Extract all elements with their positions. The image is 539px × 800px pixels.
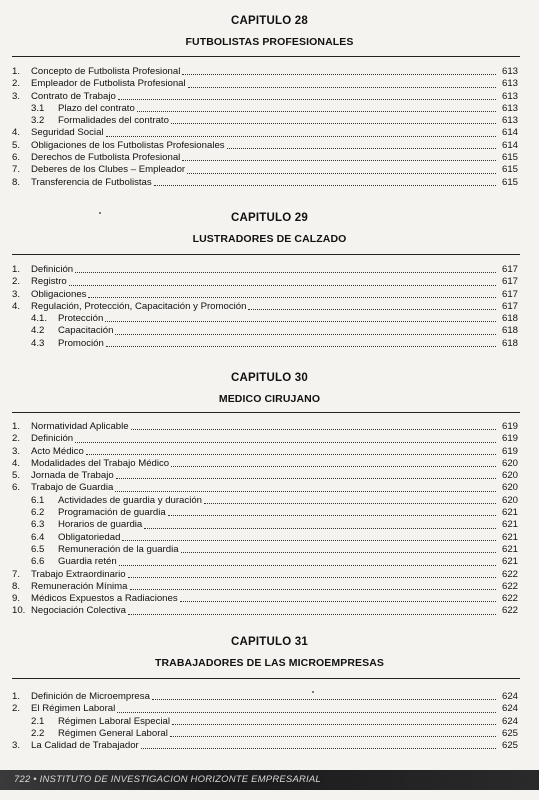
toc-entry [12,421,518,433]
chapter-31 [0,635,539,670]
dot-leader [188,79,496,88]
chapter-30 [0,371,539,406]
footer-band [0,770,539,790]
entry-page-number: 621 [501,519,518,531]
entry-number: 2.2 [31,727,45,739]
chapter-29-toc [12,264,518,350]
entry-page-number: 621 [501,543,518,555]
chapter-number: CAPITULO 28 [231,15,308,27]
toc-entry [12,581,518,593]
dot-leader [180,593,496,602]
entry-page-number: 620 [501,482,518,494]
entry-page-number: 613 [501,102,518,114]
entry-number: 8. [12,580,21,592]
entry-title: Trabajo Extraordinario [31,568,126,580]
chapter-29-rule [12,254,520,255]
entry-page-number: 619 [501,433,518,445]
entry-number: 4.1. [31,313,48,325]
dot-leader [118,91,496,100]
entry-title: Normatividad Aplicable [31,421,129,432]
entry-number: 2.1 [31,715,45,727]
entry-page-number: 621 [501,531,518,543]
entry-number: 6.1 [31,494,45,506]
dot-leader [227,140,496,149]
entry-title: El Régimen Laboral [31,703,116,715]
toc-subentry [12,313,518,325]
toc-entry [12,446,518,458]
entry-number: 3. [12,740,21,752]
entry-title: Remuneración Mínima [31,580,128,592]
dot-leader [69,277,496,286]
toc-subentry [12,495,518,507]
entry-number: 3. [12,90,21,102]
entry-page-number: 622 [501,605,518,617]
entry-number: 6. [12,152,21,164]
dot-leader [116,470,496,479]
entry-title: Guardia retén [58,556,117,568]
toc-entry [12,703,518,715]
dot-leader [152,691,496,700]
entry-number: 4. [12,300,21,312]
toc-entry [12,482,518,494]
toc-subentry [12,728,518,740]
dot-leader [204,495,496,504]
chapter-number: CAPITULO 29 [231,212,308,224]
toc-entry [12,470,518,482]
entry-page-number: 622 [501,593,518,605]
entry-page-number: 614 [501,139,518,151]
dot-leader [122,532,496,541]
toc-subentry [12,325,518,337]
entry-title: Acto Médico [31,445,84,457]
scan-speck [99,212,101,214]
dot-leader [131,421,496,430]
entry-title: Deberes de los Clubes – Empleador [31,164,186,176]
toc-subentry [12,507,518,519]
scan-speck [312,691,314,693]
dot-leader [141,740,496,749]
entry-title: Negociación Colectiva [31,605,126,617]
dot-leader [106,338,496,347]
toc-entry [12,140,518,152]
entry-page-number: 621 [501,507,518,519]
dot-leader [137,103,496,112]
dot-leader [144,520,496,529]
dot-leader [248,301,496,310]
entry-number: 7. [12,164,21,176]
entry-page-number: 625 [501,740,518,752]
entry-page-number: 625 [501,727,518,739]
dot-leader [170,728,496,737]
dot-leader [187,165,496,174]
entry-title: Régimen General Laboral [58,727,168,739]
entry-page-number: 613 [501,66,518,77]
chapter-30-toc [12,421,518,618]
entry-number: 3.2 [31,115,45,127]
chapter-31-rule [12,678,520,679]
entry-page-number: 615 [501,164,518,176]
entry-page-number: 619 [501,445,518,457]
entry-title: Actividades de guardia y duración [58,494,202,506]
toc-entry [12,301,518,313]
entry-page-number: 618 [501,313,518,325]
toc-subentry [12,716,518,728]
entry-page-number: 617 [501,264,518,275]
entry-title: Empleador de Futbolista Profesional [31,78,186,90]
entry-number: 4. [12,127,21,139]
entry-title: Transferencia de Futbolistas [31,176,152,188]
entry-page-number: 624 [501,703,518,715]
dot-leader [171,458,496,467]
toc-entry [12,177,518,189]
entry-number: 4.2 [31,325,45,337]
entry-number: 5. [12,470,21,482]
toc-subentry [12,556,518,568]
toc-entry [12,152,518,164]
dot-leader [106,128,496,137]
dot-leader [168,507,496,516]
entry-number: 2. [12,433,21,445]
entry-number: 6. [12,482,21,494]
entry-page-number: 618 [501,325,518,337]
entry-page-number: 624 [501,691,518,702]
chapter-30-rule [12,412,520,413]
toc-entry [12,605,518,617]
dot-leader [75,264,496,273]
entry-page-number: 617 [501,276,518,288]
entry-number: 10. [12,605,26,617]
entry-number: 1. [12,421,21,432]
entry-number: 6.6 [31,556,45,568]
toc-entry [12,433,518,445]
entry-title: La Calidad de Trabajador [31,740,139,752]
toc-subentry [12,338,518,350]
entry-title: Modalidades del Trabajo Médico [31,457,170,469]
toc-entry [12,691,518,703]
entry-number: 1. [12,691,21,702]
chapter-title: TRABAJADORES DE LAS MICROEMPRESAS [154,657,385,669]
dot-leader [128,569,496,578]
entry-page-number: 620 [501,457,518,469]
chapter-28-rule [12,56,520,57]
entry-number: 4. [12,457,21,469]
dot-leader [119,557,496,566]
entry-title: Promoción [58,337,104,349]
dot-leader [88,289,496,298]
toc-entry [12,66,518,78]
entry-title: Trabajo de Guardia [31,482,114,494]
toc-subentry [12,532,518,544]
entry-number: 6.5 [31,543,45,555]
toc-entry [12,276,518,288]
entry-title: Régimen Laboral Especial [58,715,170,727]
entry-title: Contrato de Trabajo [31,90,116,102]
toc-subentry [12,519,518,531]
entry-title: Definición [31,433,74,445]
entry-page-number: 620 [501,494,518,506]
toc-entry [12,78,518,90]
entry-number: 6.4 [31,531,45,543]
entry-title: Derechos de Futbolista Profesional [31,152,181,164]
chapter-28-toc [12,66,518,189]
toc-subentry [12,115,518,127]
entry-number: 1. [12,264,21,275]
entry-title: Obligaciones de los Futbolistas Profesionales [31,139,225,151]
entry-number: 4.3 [31,337,45,349]
dot-leader [182,152,496,161]
entry-title: Obligaciones [31,288,87,300]
toc-entry [12,289,518,301]
entry-page-number: 617 [501,288,518,300]
entry-title: Regulación, Protección, Capacitación y Promoción [31,300,247,312]
entry-page-number: 624 [501,715,518,727]
entry-number: 1. [12,66,21,77]
dot-leader [115,326,496,335]
entry-page-number: 622 [501,580,518,592]
toc-entry [12,91,518,103]
dot-leader [181,544,496,553]
entry-title: Programación de guardia [58,507,166,519]
chapter-title: LUSTRADORES DE CALZADO [192,233,347,245]
entry-title: Seguridad Social [31,127,104,139]
entry-page-number: 621 [501,556,518,568]
entry-number: 8. [12,176,21,188]
entry-title: Jornada de Trabajo [31,470,114,482]
entry-page-number: 614 [501,127,518,139]
entry-number: 3. [12,288,21,300]
entry-title: Obligatoriedad [58,531,121,543]
dot-leader [105,313,496,322]
entry-title: Definición [31,264,74,275]
entry-number: 6.3 [31,519,45,531]
entry-page-number: 615 [501,176,518,188]
chapter-title: MEDICO CIRUJANO [218,393,321,405]
dot-leader [182,66,496,75]
entry-number: 2. [12,78,21,90]
dot-leader [154,177,496,186]
entry-number: 9. [12,593,21,605]
dot-leader [172,716,496,725]
toc-entry [12,458,518,470]
entry-number: 7. [12,568,21,580]
toc-subentry [12,544,518,556]
dot-leader [128,606,496,615]
entry-title: Concepto de Futbolista Profesional [31,66,181,77]
entry-number: 2. [12,276,21,288]
toc-entry [12,593,518,605]
entry-page-number: 622 [501,568,518,580]
dot-leader [130,581,496,590]
toc-subentry [12,103,518,115]
chapter-number: CAPITULO 31 [231,636,308,648]
entry-page-number: 615 [501,152,518,164]
entry-title: Registro [31,276,67,288]
toc-entry [12,569,518,581]
toc-entry [12,127,518,139]
toc-entry [12,164,518,176]
chapter-28 [0,14,539,49]
dot-leader [75,434,496,443]
entry-title: Definición de Microempresa [31,691,150,702]
dot-leader [171,115,496,124]
entry-number: 6.2 [31,507,45,519]
entry-page-number: 619 [501,421,518,432]
entry-page-number: 613 [501,78,518,90]
dot-leader [86,446,496,455]
entry-page-number: 613 [501,90,518,102]
entry-number: 5. [12,139,21,151]
entry-number: 2. [12,703,21,715]
entry-title: Protección [58,313,104,325]
entry-page-number: 620 [501,470,518,482]
entry-title: Remuneración de la guardia [58,543,179,555]
footer-text: 722 • INSTITUTO DE INVESTIGACION HORIZONTE EMPRESARIAL [14,774,321,785]
chapter-number: CAPITULO 30 [231,372,308,384]
toc-entry [12,740,518,752]
dot-leader [115,483,496,492]
entry-number: 3. [12,445,21,457]
chapter-29 [0,211,539,246]
entry-title: Capacitación [58,325,114,337]
chapter-title: FUTBOLISTAS PROFESIONALES [185,36,354,48]
entry-page-number: 617 [501,300,518,312]
entry-title: Horarios de guardia [58,519,143,531]
entry-page-number: 613 [501,115,518,127]
toc-entry [12,264,518,276]
entry-title: Plazo del contrato [58,102,135,114]
entry-title: Médicos Expuestos a Radiaciones [31,593,178,605]
entry-number: 3.1 [31,102,45,114]
entry-title: Formalidades del contrato [58,115,169,127]
dot-leader [117,704,496,713]
chapter-31-toc [12,691,518,752]
entry-page-number: 618 [501,337,518,349]
